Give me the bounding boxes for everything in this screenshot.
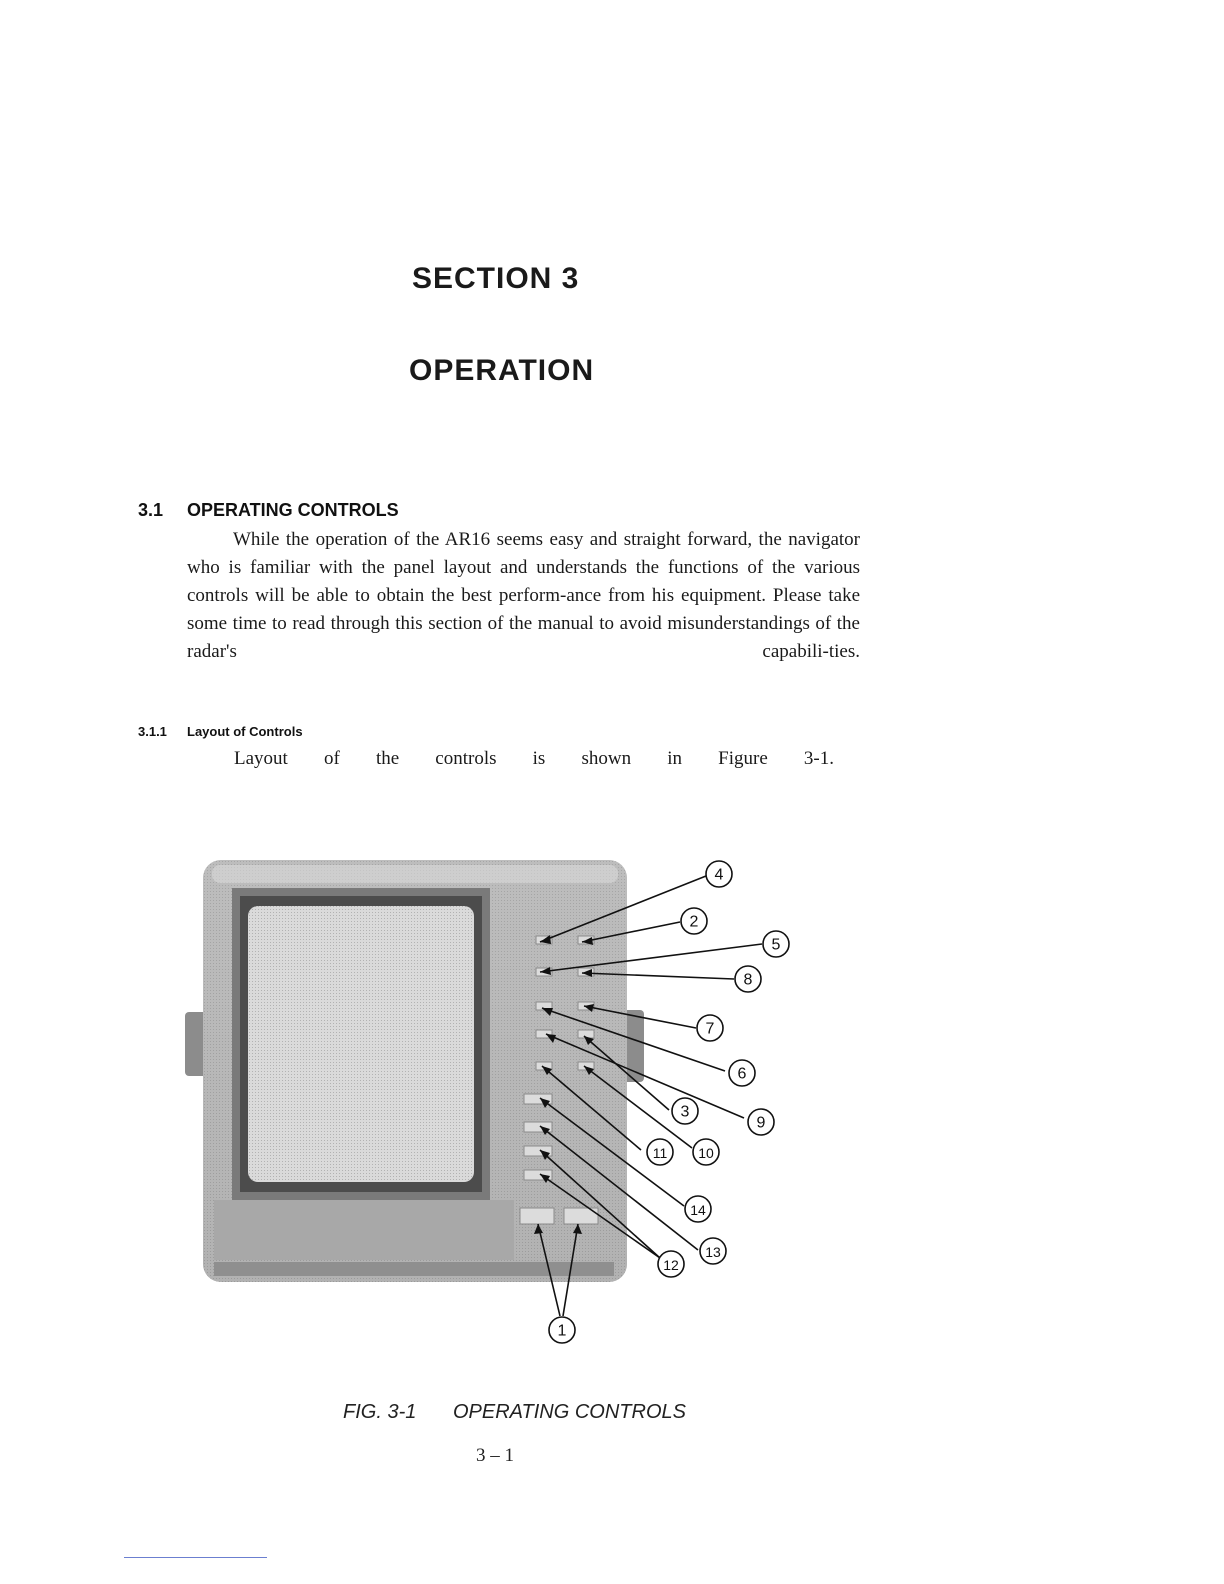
heading-3-1-1-title: Layout of Controls [187,724,303,739]
callout-7: 7 [705,1020,715,1038]
callout-14: 14 [690,1202,706,1218]
paragraph-operating-controls: While the operation of the AR16 seems easy and straight forward, the navigator who is familiar with the panel layout and understands the functions of the various controls will be able to obtain the best perform-ance from his equipment. Please take some time to read through this section of the manual to avoid misunderstandings of the radar's capabili-ties. [187,529,860,662]
heading-3-1-1-number: 3.1.1 [138,724,167,739]
radar-screen [248,906,474,1182]
page-number: 3 – 1 [476,1445,514,1466]
callout-6: 6 [737,1065,747,1083]
callout-13: 13 [705,1244,721,1260]
callout-4: 4 [714,866,724,884]
figure-caption-title: OPERATING CONTROLS [453,1401,686,1423]
callout-5: 5 [771,936,781,954]
paragraph-layout-of-controls: Layout of the controls is shown in Figure 3-1. [234,748,834,769]
callout-9: 9 [756,1114,766,1132]
figure-caption-number: FIG. 3-1 [343,1401,417,1423]
heading-3-1-number: 3.1 [138,500,164,520]
callout-11: 11 [652,1145,668,1161]
callout-10: 10 [698,1145,714,1161]
callout-3: 3 [680,1103,690,1121]
callout-1: 1 [557,1322,567,1340]
callout-2: 2 [689,913,699,931]
callout-12: 12 [663,1257,679,1273]
heading-3-1-title: OPERATING CONTROLS [187,500,399,520]
callout-8: 8 [743,971,753,989]
footer-rule [124,1557,267,1558]
section-subtitle: OPERATION [409,354,595,387]
section-title: SECTION 3 [412,262,580,295]
